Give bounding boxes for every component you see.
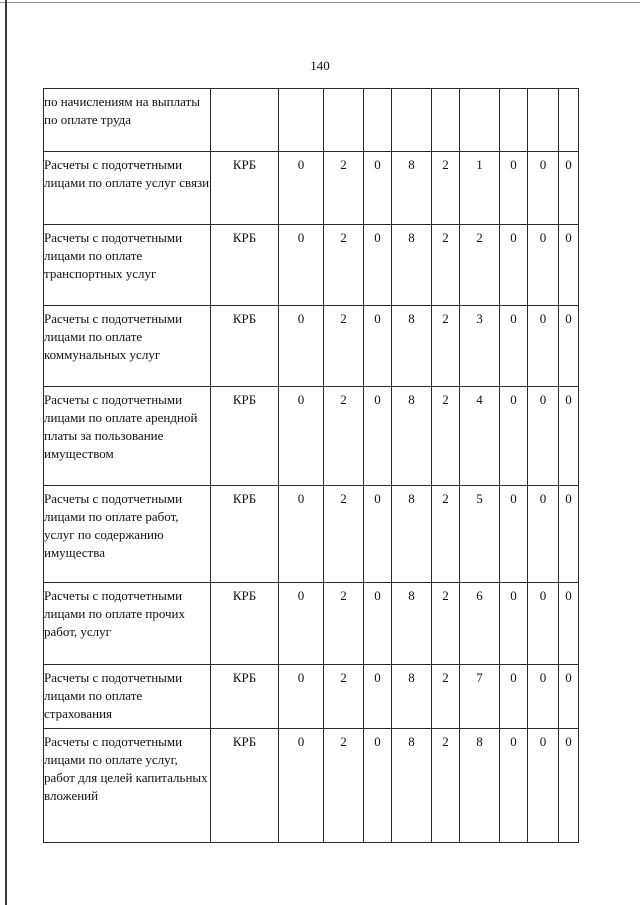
page-number: 140 — [310, 58, 330, 73]
account-digit-cell: 0 — [528, 486, 559, 583]
account-digit-cell: 0 — [528, 729, 559, 843]
account-name-cell: Расчеты с подотчетными лицами по оплате коммунальных услуг — [44, 306, 211, 387]
account-digit-cell: 0 — [559, 729, 579, 843]
account-digit-cell: 0 — [559, 152, 579, 225]
account-digit-cell: 0 — [528, 387, 559, 486]
account-name-cell: Расчеты с подотчетными лицами по оплате работ, услуг по содержанию имущества — [44, 486, 211, 583]
account-digit-cell: 0 — [528, 665, 559, 729]
budget-code-cell: КРБ — [211, 486, 279, 583]
account-digit-cell: 0 — [528, 152, 559, 225]
budget-code-cell: КРБ — [211, 306, 279, 387]
table-row — [44, 225, 579, 306]
account-digit-cell — [324, 89, 364, 152]
account-digit-cell: 0 — [364, 665, 392, 729]
account-digit-cell: 2 — [432, 152, 460, 225]
account-digit-cell: 0 — [279, 486, 324, 583]
table-row — [44, 583, 579, 665]
table-row — [44, 152, 579, 225]
account-digit-cell: 0 — [500, 729, 528, 843]
account-digit-cell: 0 — [528, 306, 559, 387]
account-digit-cell: 0 — [279, 583, 324, 665]
account-digit-cell: 0 — [500, 486, 528, 583]
budget-code-cell — [211, 89, 279, 152]
account-digit-cell: 2 — [432, 729, 460, 843]
account-digit-cell: 0 — [279, 729, 324, 843]
account-digit-cell: 0 — [279, 665, 324, 729]
budget-code-cell: КРБ — [211, 729, 279, 843]
account-digit-cell: 2 — [324, 306, 364, 387]
account-digit-cell: 0 — [500, 583, 528, 665]
table-row — [44, 89, 579, 152]
account-digit-cell: 0 — [559, 225, 579, 306]
account-name-cell: Расчеты с подотчетными лицами по оплате услуг связи — [44, 152, 211, 225]
account-digit-cell — [460, 89, 500, 152]
account-digit-cell: 0 — [364, 152, 392, 225]
budget-code-cell: КРБ — [211, 665, 279, 729]
account-digit-cell — [279, 89, 324, 152]
account-digit-cell: 8 — [392, 729, 432, 843]
account-digit-cell: 2 — [324, 225, 364, 306]
account-digit-cell: 2 — [324, 583, 364, 665]
table-row — [44, 306, 579, 387]
account-digit-cell — [432, 89, 460, 152]
table-row — [44, 665, 579, 729]
account-name-cell: Расчеты с подотчетными лицами по оплате страхования — [44, 665, 211, 729]
account-digit-cell: 0 — [500, 387, 528, 486]
account-digit-cell: 3 — [460, 306, 500, 387]
account-digit-cell: 0 — [364, 306, 392, 387]
account-digit-cell: 0 — [279, 225, 324, 306]
account-digit-cell: 0 — [528, 225, 559, 306]
account-digit-cell: 0 — [559, 486, 579, 583]
account-digit-cell: 0 — [500, 306, 528, 387]
budget-code-cell: КРБ — [211, 225, 279, 306]
account-digit-cell: 0 — [559, 665, 579, 729]
account-name-cell: Расчеты с подотчетными лицами по оплате прочих работ, услуг — [44, 583, 211, 665]
account-digit-cell: 2 — [432, 387, 460, 486]
account-digit-cell: 0 — [364, 387, 392, 486]
account-digit-cell: 2 — [324, 486, 364, 583]
account-digit-cell: 0 — [500, 665, 528, 729]
account-digit-cell: 0 — [559, 306, 579, 387]
account-digit-cell: 2 — [432, 486, 460, 583]
account-digit-cell: 0 — [364, 583, 392, 665]
account-digit-cell: 8 — [392, 225, 432, 306]
account-digit-cell: 5 — [460, 486, 500, 583]
table-row — [44, 387, 579, 486]
scan-edge-left — [5, 0, 7, 905]
account-digit-cell: 0 — [279, 306, 324, 387]
account-digit-cell: 2 — [460, 225, 500, 306]
account-name-cell: по начислениям на выплаты по оплате труда — [44, 89, 211, 152]
account-digit-cell: 8 — [392, 306, 432, 387]
table-row — [44, 486, 579, 583]
account-digit-cell: 2 — [324, 665, 364, 729]
account-digit-cell: 8 — [392, 486, 432, 583]
account-digit-cell: 6 — [460, 583, 500, 665]
scan-edge-top — [0, 2, 640, 3]
account-digit-cell: 8 — [392, 665, 432, 729]
account-name-cell: Расчеты с подотчетными лицами по оплате транспортных услуг — [44, 225, 211, 306]
account-digit-cell: 0 — [500, 152, 528, 225]
account-digit-cell: 0 — [559, 583, 579, 665]
account-digit-cell — [528, 89, 559, 152]
account-digit-cell: 0 — [364, 486, 392, 583]
account-digit-cell: 0 — [364, 729, 392, 843]
account-digit-cell: 2 — [324, 729, 364, 843]
account-digit-cell: 8 — [392, 583, 432, 665]
account-digit-cell: 2 — [324, 152, 364, 225]
account-name-cell: Расчеты с подотчетными лицами по оплате услуг, работ для целей капитальных вложений — [44, 729, 211, 843]
account-digit-cell: 8 — [392, 152, 432, 225]
account-digit-cell: 2 — [324, 387, 364, 486]
account-digit-cell: 2 — [432, 665, 460, 729]
account-digit-cell — [500, 89, 528, 152]
account-digit-cell — [392, 89, 432, 152]
account-digit-cell: 0 — [279, 387, 324, 486]
account-digit-cell — [559, 89, 579, 152]
account-digit-cell: 0 — [364, 225, 392, 306]
account-digit-cell — [364, 89, 392, 152]
budget-code-cell: КРБ — [211, 152, 279, 225]
table-row — [44, 729, 579, 843]
account-digit-cell: 0 — [279, 152, 324, 225]
accounts-table — [43, 88, 579, 843]
account-digit-cell: 2 — [432, 583, 460, 665]
budget-code-cell: КРБ — [211, 387, 279, 486]
account-name-cell: Расчеты с подотчетными лицами по оплате арендной платы за пользование имуществом — [44, 387, 211, 486]
account-digit-cell: 2 — [432, 225, 460, 306]
account-digit-cell: 0 — [500, 225, 528, 306]
account-digit-cell: 0 — [559, 387, 579, 486]
account-digit-cell: 2 — [432, 306, 460, 387]
account-digit-cell: 4 — [460, 387, 500, 486]
budget-code-cell: КРБ — [211, 583, 279, 665]
account-digit-cell: 8 — [460, 729, 500, 843]
account-digit-cell: 1 — [460, 152, 500, 225]
account-digit-cell: 0 — [528, 583, 559, 665]
account-digit-cell: 7 — [460, 665, 500, 729]
account-digit-cell: 8 — [392, 387, 432, 486]
